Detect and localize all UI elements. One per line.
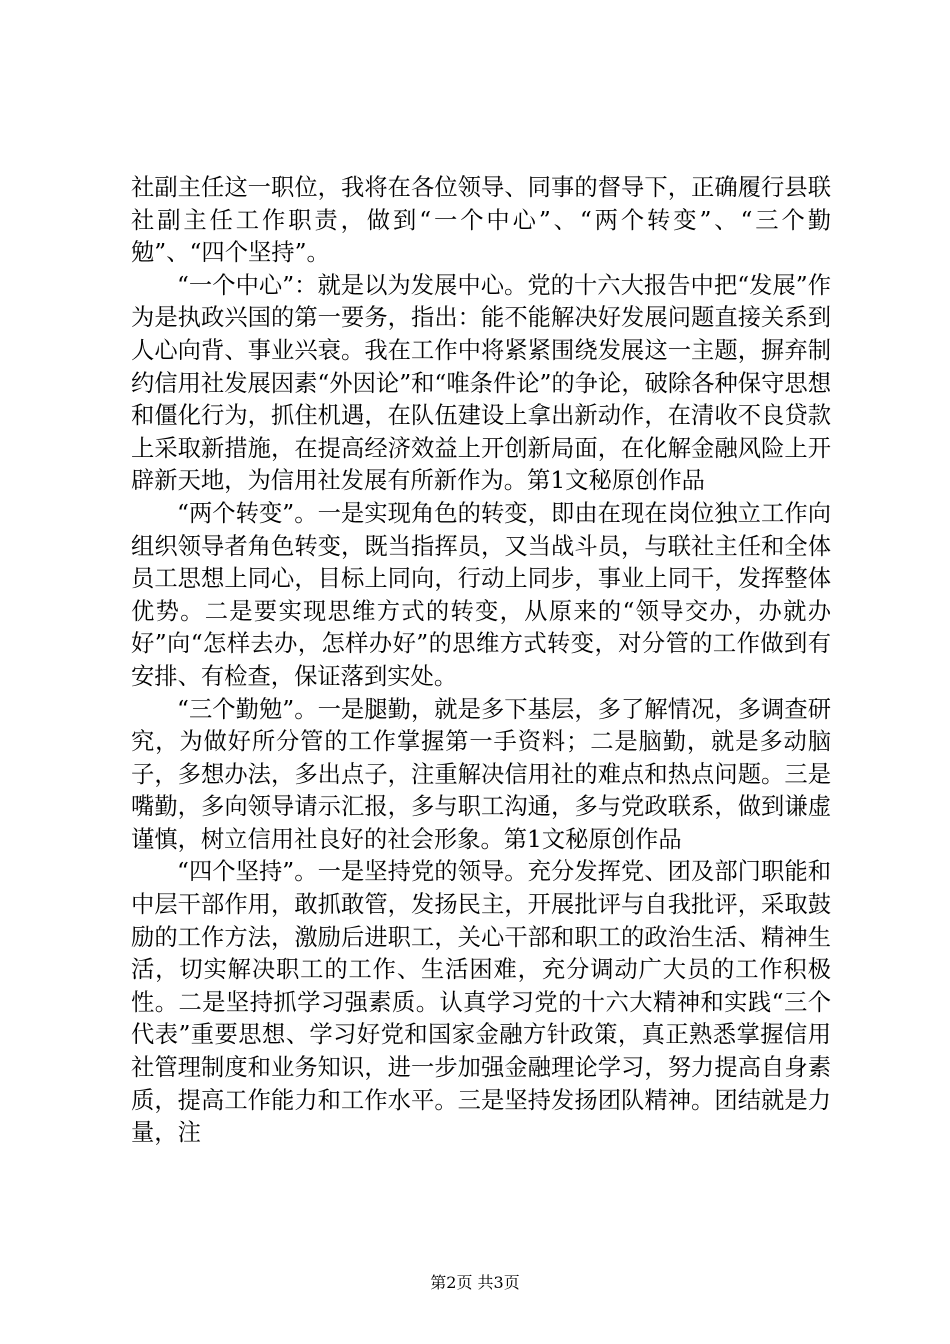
paragraph-two-transformations: “两个转变”。一是实现角色的转变，即由在现在岗位独立工作向组织领导者角色转变，既当指挥员，又当战斗员，与联社主任和全体员工思想上同心，目标上同向，行动上同步，事业上同干，发挥整体优势。二是要实现思维方式的转变，从原来的“领导交办，办就办好”向“怎样去办，怎样办好”的思维方式转变，对分管的工作做到有安排、有检查，保证落到实处。 [131, 499, 831, 690]
document-body [131, 172, 831, 1150]
paragraph-four-adherences: “四个坚持”。一是坚持党的领导。充分发挥党、团及部门职能和中层干部作用，敢抓敢管，发扬民主，开展批评与自我批评，采取鼓励的工作方法，激励后进职工，关心干部和职工的政治生活、精神生活，切实解决职工的工作、生活困难，充分调动广大员的工作积极性。二是坚持抓学习强素质。认真学习党的十六大精神和实践“三个代表”重要思想、学习好党和国家金融方针政策，真正熟悉掌握信用社管理制度和业务知识，进一步加强金融理论学习，努力提高自身素质，提高工作能力和工作水平。三是坚持发扬团队精神。团结就是力量，注 [131, 858, 831, 1147]
page-footer [0, 1273, 950, 1293]
page-number: 第2页 共3页 [430, 1273, 520, 1292]
paragraph-continued: 社副主任这一职位，我将在各位领导、同事的督导下，正确履行县联社副主任工作职责，做到“一个中心”、“两个转变”、“三个勤勉”、“四个坚持”。 [131, 174, 831, 267]
paragraph-one-center: “一个中心”：就是以为发展中心。党的十六大报告中把“发展”作为是执政兴国的第一要务，指出：能不能解决好发展问题直接关系到人心向背、事业兴衰。我在工作中将紧紧围绕发展这一主题，摒弃制约信用社发展因素“外因论”和“唯条件论”的争论，破除各种保守思想和僵化行为，抓住机遇，在队伍建设上拿出新动作，在清收不良贷款上采取新措施，在提高经济效益上开创新局面，在化解金融风险上开辟新天地，为信用社发展有所新作为。第1文秘原创作品 [131, 271, 831, 495]
paragraph-three-diligences: “三个勤勉”。一是腿勤，就是多下基层，多了解情况，多调查研究，为做好所分管的工作掌握第一手资料；二是脑勤，就是多动脑子，多想办法，多出点子，注重解决信用社的难点和热点问题。三是嘴勤，多向领导请示汇报，多与职工沟通，多与党政联系，做到谦虚谨慎，树立信用社良好的社会形象。第1文秘原创作品 [131, 695, 831, 853]
